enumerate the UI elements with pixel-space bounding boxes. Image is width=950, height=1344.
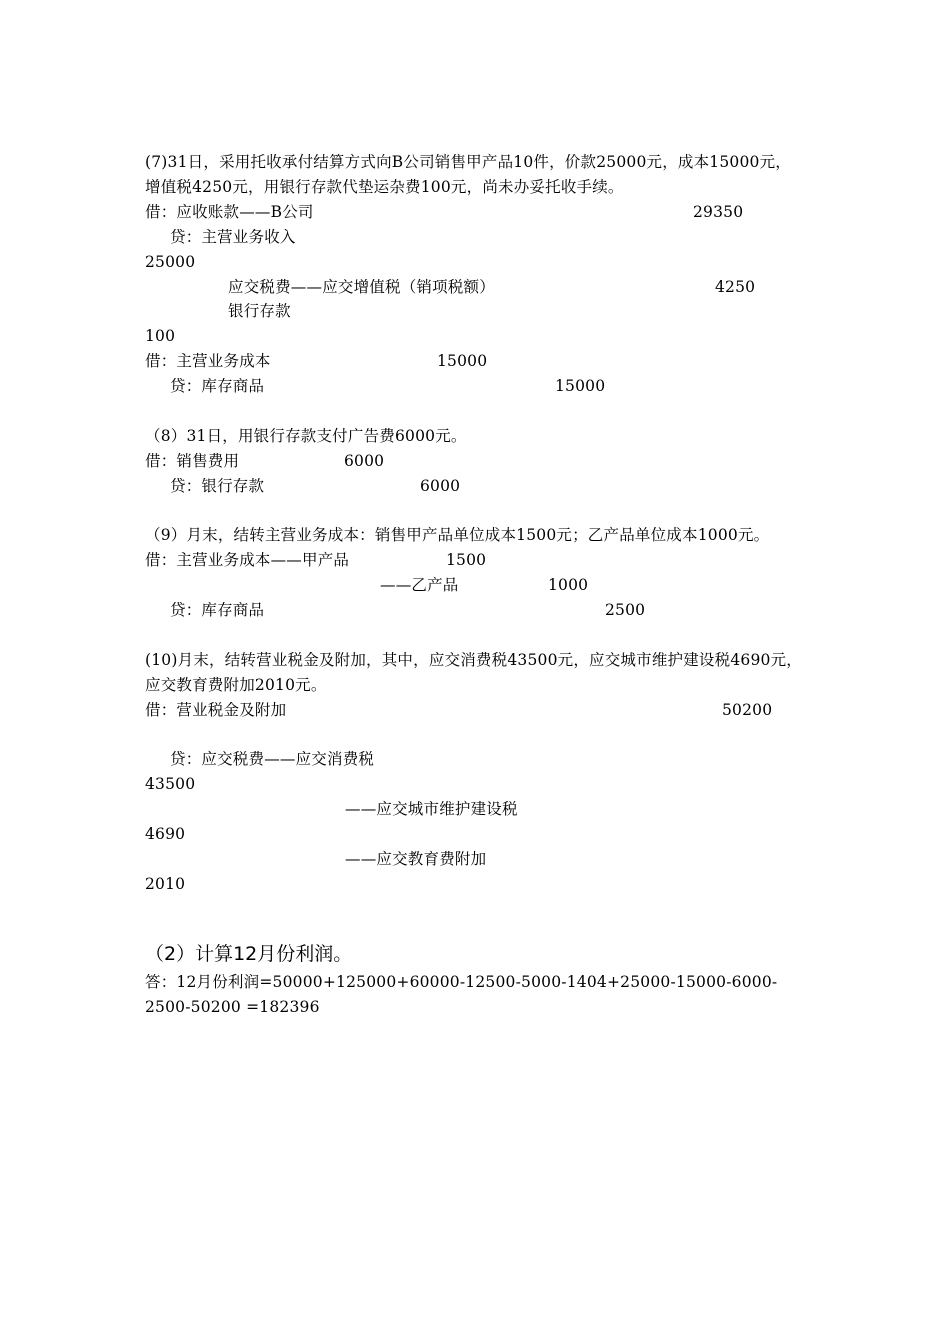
s8-entry-credit-amount: 6000 xyxy=(420,477,461,495)
s9-entry-debit-a-amount: 1500 xyxy=(446,551,487,569)
s7-entry-credit-bank-label: 银行存款 xyxy=(228,302,291,320)
s7-entry-credit-bank-amount: 100 xyxy=(145,327,176,345)
q2-answer-line2: 2500-50200 =182396 xyxy=(145,998,320,1016)
s7-entry-credit-vat-amount: 4250 xyxy=(715,278,756,296)
s10-entry-credit-education-amount: 2010 xyxy=(145,875,186,893)
s10-description-line1: (10)月末，结转营业税金及附加，其中，应交消费税43500元，应交城市维护建设税4690元， xyxy=(145,651,802,669)
s7-entry-credit-revenue-label: 贷：主营业务收入 xyxy=(170,228,296,246)
s7-entry-debit-cost-amount: 15000 xyxy=(437,352,488,370)
s9-entry-debit-b-label: ——乙产品 xyxy=(380,576,459,594)
s10-description-line2: 应交教育费附加2010元。 xyxy=(145,676,327,694)
s9-entry-credit-amount: 2500 xyxy=(605,601,646,619)
s7-entry-credit-revenue-amount: 25000 xyxy=(145,253,196,271)
s7-description-line1: (7)31日，采用托收承付结算方式向B公司销售甲产品10件，价款25000元，成本15000元， xyxy=(145,153,792,171)
s10-entry-credit-consumption-amount: 43500 xyxy=(145,775,196,793)
s10-entry-credit-consumption-label: 贷：应交税费——应交消费税 xyxy=(170,750,375,768)
s7-description-line2: 增值税4250元，用银行存款代垫运杂费100元，尚未办妥托收手续。 xyxy=(145,178,624,196)
s8-entry-debit-label: 借：销售费用 xyxy=(145,452,240,470)
s7-entry-credit-inventory-amount: 15000 xyxy=(555,377,606,395)
s8-description-line1: （8）31日，用银行存款支付广告费6000元。 xyxy=(145,427,467,445)
s10-entry-debit-label: 借：营业税金及附加 xyxy=(145,701,287,719)
s7-entry-debit-cost-label: 借：主营业务成本 xyxy=(145,352,271,370)
q2-heading: （2）计算12月份利润。 xyxy=(145,943,353,965)
s8-entry-debit-amount: 6000 xyxy=(344,452,385,470)
s10-entry-debit-amount: 50200 xyxy=(722,701,773,719)
s10-entry-credit-education-label: ——应交教育费附加 xyxy=(345,850,487,868)
s8-entry-credit-label: 贷：银行存款 xyxy=(170,477,265,495)
s9-entry-debit-a-label: 借：主营业务成本——甲产品 xyxy=(145,551,350,569)
s7-entry-credit-vat-label: 应交税费——应交增值税（销项税额） xyxy=(228,278,495,296)
s10-entry-credit-urban-tax-label: ——应交城市维护建设税 xyxy=(345,800,518,818)
s9-entry-debit-b-amount: 1000 xyxy=(548,576,589,594)
s7-entry-credit-inventory-label: 贷：库存商品 xyxy=(170,377,265,395)
s9-entry-credit-label: 贷：库存商品 xyxy=(170,601,265,619)
q2-answer-line1: 答：12月份利润=50000+125000+60000-12500-5000-1404+25000-15000-6000- xyxy=(145,973,778,991)
s7-entry-debit-receivable-amount: 29350 xyxy=(693,203,744,221)
s10-entry-credit-urban-tax-amount: 4690 xyxy=(145,825,186,843)
s9-description-line1: （9）月末，结转主营业务成本：销售甲产品单位成本1500元；乙产品单位成本1000元。 xyxy=(145,526,770,544)
s7-entry-debit-receivable-label: 借：应收账款——B公司 xyxy=(145,203,314,221)
